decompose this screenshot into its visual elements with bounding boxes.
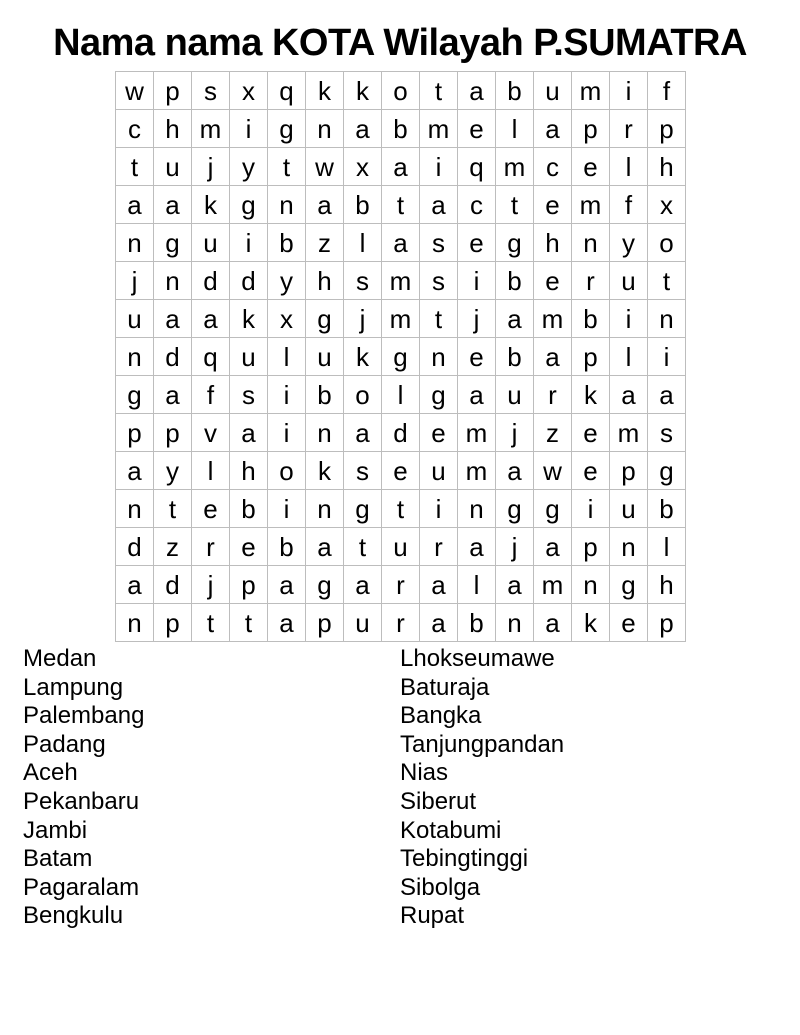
grid-cell-r6c8[interactable]: m — [382, 262, 420, 300]
grid-cell-r14c3[interactable]: j — [192, 566, 230, 604]
grid-cell-r15c15[interactable]: p — [648, 604, 686, 642]
grid-cell-r3c4[interactable]: y — [230, 148, 268, 186]
grid-cell-r1c6[interactable]: k — [306, 72, 344, 110]
grid-cell-r11c10[interactable]: m — [458, 452, 496, 490]
grid-cell-r13c4[interactable]: e — [230, 528, 268, 566]
grid-cell-r8c10[interactable]: e — [458, 338, 496, 376]
grid-cell-r6c14[interactable]: u — [610, 262, 648, 300]
grid-cell-r3c1[interactable]: t — [116, 148, 154, 186]
grid-cell-r11c15[interactable]: g — [648, 452, 686, 490]
grid-cell-r11c12[interactable]: w — [534, 452, 572, 490]
word-list-item: Palembang — [23, 702, 145, 730]
grid-cell-r12c15[interactable]: b — [648, 490, 686, 528]
grid-cell-r7c11[interactable]: a — [496, 300, 534, 338]
word-list — [0, 645, 800, 955]
word-list-item: Aceh — [23, 759, 78, 787]
grid-cell-r3c7[interactable]: x — [344, 148, 382, 186]
grid-cell-r4c4[interactable]: g — [230, 186, 268, 224]
grid-cell-r8c2[interactable]: d — [154, 338, 192, 376]
word-list-item: Tanjungpandan — [400, 730, 565, 758]
grid-cell-r15c13[interactable]: k — [572, 604, 610, 642]
grid-cell-r4c6[interactable]: a — [306, 186, 344, 224]
grid-cell-r6c9[interactable]: s — [420, 262, 458, 300]
grid-cell-r5c8[interactable]: a — [382, 224, 420, 262]
grid-cell-r2c10[interactable]: e — [458, 110, 496, 148]
grid-cell-r6c11[interactable]: b — [496, 262, 534, 300]
word-list-item: Jambi — [23, 816, 88, 844]
word-list-item: Tebingtinggi — [400, 845, 529, 873]
grid-cell-r6c7[interactable]: s — [344, 262, 382, 300]
grid-cell-r11c2[interactable]: y — [154, 452, 192, 490]
grid-cell-r1c8[interactable]: o — [382, 72, 420, 110]
grid-cell-r3c15[interactable]: h — [648, 148, 686, 186]
grid-cell-r8c4[interactable]: u — [230, 338, 268, 376]
grid-cell-r10c13[interactable]: e — [572, 414, 610, 452]
grid-cell-r7c12[interactable]: m — [534, 300, 572, 338]
grid-cell-r12c10[interactable]: n — [458, 490, 496, 528]
grid-cell-r3c8[interactable]: a — [382, 148, 420, 186]
grid-cell-r12c7[interactable]: g — [344, 490, 382, 528]
grid-cell-r2c12[interactable]: a — [534, 110, 572, 148]
grid-cell-r14c4[interactable]: p — [230, 566, 268, 604]
word-list-item: Medan — [23, 645, 97, 672]
word-list-item: Rupat — [400, 902, 465, 930]
grid-cell-r15c10[interactable]: b — [458, 604, 496, 642]
grid-cell-r6c15[interactable]: t — [648, 262, 686, 300]
grid-cell-r9c10[interactable]: a — [458, 376, 496, 414]
grid-cell-r8c9[interactable]: n — [420, 338, 458, 376]
grid-cell-r12c13[interactable]: i — [572, 490, 610, 528]
word-list-item: Pekanbaru — [23, 787, 140, 815]
grid-cell-r3c14[interactable]: l — [610, 148, 648, 186]
grid-cell-r8c12[interactable]: a — [534, 338, 572, 376]
grid-cell-r14c11[interactable]: a — [496, 566, 534, 604]
grid-cell-r10c1[interactable]: p — [116, 414, 154, 452]
grid-cell-r6c6[interactable]: h — [306, 262, 344, 300]
grid-cell-r9c13[interactable]: k — [572, 376, 610, 414]
grid-cell-r14c8[interactable]: r — [382, 566, 420, 604]
grid-cell-r6c2[interactable]: n — [154, 262, 192, 300]
grid-cell-r11c8[interactable]: e — [382, 452, 420, 490]
grid-cell-r10c4[interactable]: a — [230, 414, 268, 452]
grid-cell-r4c8[interactable]: t — [382, 186, 420, 224]
grid-cell-r10c7[interactable]: a — [344, 414, 382, 452]
grid-cell-r9c6[interactable]: b — [306, 376, 344, 414]
word-list-item: Batam — [23, 845, 93, 873]
letter-grid — [115, 71, 686, 642]
grid-cell-r15c7[interactable]: u — [344, 604, 382, 642]
grid-cell-r7c3[interactable]: a — [192, 300, 230, 338]
grid-cell-r12c4[interactable]: b — [230, 490, 268, 528]
word-list-item: Nias — [400, 759, 449, 787]
grid-cell-r6c13[interactable]: r — [572, 262, 610, 300]
grid-cell-r1c4[interactable]: x — [230, 72, 268, 110]
grid-cell-r15c11[interactable]: n — [496, 604, 534, 642]
grid-cell-r13c14[interactable]: n — [610, 528, 648, 566]
grid-cell-r10c15[interactable]: s — [648, 414, 686, 452]
grid-cell-r10c14[interactable]: m — [610, 414, 648, 452]
grid-cell-r9c14[interactable]: a — [610, 376, 648, 414]
grid-cell-r13c1[interactable]: d — [116, 528, 154, 566]
grid-cell-r14c9[interactable]: a — [420, 566, 458, 604]
grid-cell-r1c14[interactable]: i — [610, 72, 648, 110]
grid-cell-r3c13[interactable]: e — [572, 148, 610, 186]
grid-cell-r12c3[interactable]: e — [192, 490, 230, 528]
grid-cell-r6c10[interactable]: i — [458, 262, 496, 300]
grid-cell-r7c15[interactable]: n — [648, 300, 686, 338]
grid-cell-r14c2[interactable]: d — [154, 566, 192, 604]
grid-cell-r1c15[interactable]: f — [648, 72, 686, 110]
grid-cell-r13c13[interactable]: p — [572, 528, 610, 566]
grid-cell-r4c2[interactable]: a — [154, 186, 192, 224]
grid-cell-r14c6[interactable]: g — [306, 566, 344, 604]
grid-cell-r10c11[interactable]: j — [496, 414, 534, 452]
grid-cell-r12c9[interactable]: i — [420, 490, 458, 528]
grid-cell-r8c14[interactable]: l — [610, 338, 648, 376]
grid-cell-r11c7[interactable]: s — [344, 452, 382, 490]
grid-cell-r12c11[interactable]: g — [496, 490, 534, 528]
grid-cell-r3c10[interactable]: q — [458, 148, 496, 186]
grid-cell-r5c3[interactable]: u — [192, 224, 230, 262]
grid-cell-r11c9[interactable]: u — [420, 452, 458, 490]
grid-cell-r7c14[interactable]: i — [610, 300, 648, 338]
grid-cell-r5c4[interactable]: i — [230, 224, 268, 262]
grid-cell-r13c10[interactable]: a — [458, 528, 496, 566]
grid-cell-r2c5[interactable]: g — [268, 110, 306, 148]
grid-cell-r12c1[interactable]: n — [116, 490, 154, 528]
word-list-item: Siberut — [400, 787, 477, 815]
grid-cell-r12c6[interactable]: n — [306, 490, 344, 528]
grid-cell-r9c3[interactable]: f — [192, 376, 230, 414]
grid-cell-r3c6[interactable]: w — [306, 148, 344, 186]
grid-cell-r1c3[interactable]: s — [192, 72, 230, 110]
grid-cell-r6c4[interactable]: d — [230, 262, 268, 300]
grid-cell-r11c14[interactable]: p — [610, 452, 648, 490]
grid-cell-r3c9[interactable]: i — [420, 148, 458, 186]
grid-cell-r13c9[interactable]: r — [420, 528, 458, 566]
grid-cell-r1c5[interactable]: q — [268, 72, 306, 110]
grid-cell-r7c9[interactable]: t — [420, 300, 458, 338]
grid-cell-r14c1[interactable]: a — [116, 566, 154, 604]
grid-cell-r13c2[interactable]: z — [154, 528, 192, 566]
grid-cell-r8c15[interactable]: i — [648, 338, 686, 376]
grid-cell-r15c6[interactable]: p — [306, 604, 344, 642]
puzzle-title: Nama nama KOTA Wilayah P.SUMATRA — [53, 22, 747, 64]
grid-cell-r14c14[interactable]: g — [610, 566, 648, 604]
word-list-item: Lampung — [23, 673, 124, 701]
grid-cell-r13c11[interactable]: j — [496, 528, 534, 566]
grid-cell-r13c6[interactable]: a — [306, 528, 344, 566]
grid-cell-r6c1[interactable]: j — [116, 262, 154, 300]
grid-cell-r2c15[interactable]: p — [648, 110, 686, 148]
grid-cell-r9c5[interactable]: i — [268, 376, 306, 414]
grid-cell-r12c14[interactable]: u — [610, 490, 648, 528]
grid-cell-r13c5[interactable]: b — [268, 528, 306, 566]
grid-cell-r9c8[interactable]: l — [382, 376, 420, 414]
grid-cell-r12c5[interactable]: i — [268, 490, 306, 528]
grid-cell-r2c9[interactable]: m — [420, 110, 458, 148]
grid-cell-r5c15[interactable]: o — [648, 224, 686, 262]
word-list-item: Kotabumi — [400, 816, 502, 844]
grid-cell-r15c1[interactable]: n — [116, 604, 154, 642]
word-list-left-column — [23, 645, 144, 931]
grid-cell-r15c14[interactable]: e — [610, 604, 648, 642]
grid-cell-r2c6[interactable]: n — [306, 110, 344, 148]
grid-cell-r14c13[interactable]: n — [572, 566, 610, 604]
word-list-item: Bangka — [400, 702, 482, 730]
grid-cell-r8c13[interactable]: p — [572, 338, 610, 376]
grid-cell-r5c11[interactable]: g — [496, 224, 534, 262]
grid-cell-r8c3[interactable]: q — [192, 338, 230, 376]
grid-cell-r13c8[interactable]: u — [382, 528, 420, 566]
grid-cell-r11c3[interactable]: l — [192, 452, 230, 490]
grid-cell-r7c13[interactable]: b — [572, 300, 610, 338]
grid-cell-r7c4[interactable]: k — [230, 300, 268, 338]
grid-cell-r12c8[interactable]: t — [382, 490, 420, 528]
grid-cell-r11c6[interactable]: k — [306, 452, 344, 490]
grid-cell-r9c9[interactable]: g — [420, 376, 458, 414]
grid-cell-r4c14[interactable]: f — [610, 186, 648, 224]
grid-cell-r2c13[interactable]: p — [572, 110, 610, 148]
grid-cell-r1c7[interactable]: k — [344, 72, 382, 110]
grid-cell-r6c5[interactable]: y — [268, 262, 306, 300]
grid-cell-r11c5[interactable]: o — [268, 452, 306, 490]
grid-cell-r8c8[interactable]: g — [382, 338, 420, 376]
grid-cell-r2c7[interactable]: a — [344, 110, 382, 148]
grid-cell-r5c5[interactable]: b — [268, 224, 306, 262]
word-list-item: Lhokseumawe — [400, 645, 555, 672]
grid-cell-r7c8[interactable]: m — [382, 300, 420, 338]
grid-cell-r5c1[interactable]: n — [116, 224, 154, 262]
grid-cell-r4c12[interactable]: e — [534, 186, 572, 224]
grid-cell-r15c3[interactable]: t — [192, 604, 230, 642]
grid-cell-r10c3[interactable]: v — [192, 414, 230, 452]
grid-cell-r15c9[interactable]: a — [420, 604, 458, 642]
grid-cell-r9c11[interactable]: u — [496, 376, 534, 414]
grid-cell-r9c12[interactable]: r — [534, 376, 572, 414]
grid-cell-r5c2[interactable]: g — [154, 224, 192, 262]
grid-cell-r15c5[interactable]: a — [268, 604, 306, 642]
grid-cell-r5c7[interactable]: l — [344, 224, 382, 262]
grid-cell-r15c12[interactable]: a — [534, 604, 572, 642]
grid-cell-r1c10[interactable]: a — [458, 72, 496, 110]
grid-cell-r9c4[interactable]: s — [230, 376, 268, 414]
grid-cell-r4c11[interactable]: t — [496, 186, 534, 224]
grid-cell-r10c2[interactable]: p — [154, 414, 192, 452]
grid-cell-r14c15[interactable]: h — [648, 566, 686, 604]
grid-cell-r2c8[interactable]: b — [382, 110, 420, 148]
grid-cell-r5c9[interactable]: s — [420, 224, 458, 262]
grid-cell-r2c11[interactable]: l — [496, 110, 534, 148]
grid-cell-r7c6[interactable]: g — [306, 300, 344, 338]
grid-cell-r10c5[interactable]: i — [268, 414, 306, 452]
grid-cell-r11c4[interactable]: h — [230, 452, 268, 490]
grid-cell-r4c13[interactable]: m — [572, 186, 610, 224]
grid-cell-r9c1[interactable]: g — [116, 376, 154, 414]
grid-cell-r1c11[interactable]: b — [496, 72, 534, 110]
grid-cell-r9c7[interactable]: o — [344, 376, 382, 414]
word-list-item: Sibolga — [400, 873, 481, 901]
grid-cell-r4c10[interactable]: c — [458, 186, 496, 224]
grid-cell-r2c4[interactable]: i — [230, 110, 268, 148]
grid-cell-r3c5[interactable]: t — [268, 148, 306, 186]
grid-cell-r4c1[interactable]: a — [116, 186, 154, 224]
grid-cell-r4c15[interactable]: x — [648, 186, 686, 224]
grid-cell-r5c10[interactable]: e — [458, 224, 496, 262]
grid-cell-r5c12[interactable]: h — [534, 224, 572, 262]
grid-cell-r4c3[interactable]: k — [192, 186, 230, 224]
grid-cell-r15c4[interactable]: t — [230, 604, 268, 642]
grid-cell-r1c13[interactable]: m — [572, 72, 610, 110]
grid-cell-r5c6[interactable]: z — [306, 224, 344, 262]
grid-cell-r3c12[interactable]: c — [534, 148, 572, 186]
grid-cell-r7c1[interactable]: u — [116, 300, 154, 338]
grid-cell-r2c1[interactable]: c — [116, 110, 154, 148]
grid-cell-r6c3[interactable]: d — [192, 262, 230, 300]
grid-cell-r6c12[interactable]: e — [534, 262, 572, 300]
grid-cell-r8c11[interactable]: b — [496, 338, 534, 376]
grid-cell-r1c9[interactable]: t — [420, 72, 458, 110]
grid-cell-r14c7[interactable]: a — [344, 566, 382, 604]
grid-cell-r10c12[interactable]: z — [534, 414, 572, 452]
word-list-item: Pagaralam — [23, 873, 140, 901]
grid-cell-r9c2[interactable]: a — [154, 376, 192, 414]
grid-cell-r8c5[interactable]: l — [268, 338, 306, 376]
word-list-right-column — [400, 645, 564, 931]
grid-cell-r13c3[interactable]: r — [192, 528, 230, 566]
grid-cell-r15c2[interactable]: p — [154, 604, 192, 642]
grid-cell-r10c9[interactable]: e — [420, 414, 458, 452]
grid-cell-r14c5[interactable]: a — [268, 566, 306, 604]
grid-cell-r1c2[interactable]: p — [154, 72, 192, 110]
grid-cell-r8c7[interactable]: k — [344, 338, 382, 376]
grid-cell-r3c2[interactable]: u — [154, 148, 192, 186]
grid-cell-r3c3[interactable]: j — [192, 148, 230, 186]
grid-cell-r10c8[interactable]: d — [382, 414, 420, 452]
word-list-item: Baturaja — [400, 673, 490, 701]
grid-cell-r14c12[interactable]: m — [534, 566, 572, 604]
grid-cell-r11c1[interactable]: a — [116, 452, 154, 490]
grid-cell-r8c1[interactable]: n — [116, 338, 154, 376]
grid-cell-r1c1[interactable]: w — [116, 72, 154, 110]
grid-cell-r7c5[interactable]: x — [268, 300, 306, 338]
grid-cell-r13c7[interactable]: t — [344, 528, 382, 566]
grid-cell-r12c2[interactable]: t — [154, 490, 192, 528]
grid-cell-r4c7[interactable]: b — [344, 186, 382, 224]
grid-cell-r14c10[interactable]: l — [458, 566, 496, 604]
grid-cell-r13c15[interactable]: l — [648, 528, 686, 566]
grid-cell-r10c10[interactable]: m — [458, 414, 496, 452]
grid-cell-r11c13[interactable]: e — [572, 452, 610, 490]
grid-cell-r4c5[interactable]: n — [268, 186, 306, 224]
grid-cell-r2c2[interactable]: h — [154, 110, 192, 148]
grid-cell-r4c9[interactable]: a — [420, 186, 458, 224]
grid-cell-r11c11[interactable]: a — [496, 452, 534, 490]
grid-cell-r5c14[interactable]: y — [610, 224, 648, 262]
word-list-item: Padang — [23, 730, 106, 758]
grid-cell-r2c14[interactable]: r — [610, 110, 648, 148]
grid-cell-r3c11[interactable]: m — [496, 148, 534, 186]
grid-cell-r8c6[interactable]: u — [306, 338, 344, 376]
grid-cell-r2c3[interactable]: m — [192, 110, 230, 148]
grid-cell-r5c13[interactable]: n — [572, 224, 610, 262]
grid-cell-r1c12[interactable]: u — [534, 72, 572, 110]
grid-cell-r7c7[interactable]: j — [344, 300, 382, 338]
grid-cell-r9c15[interactable]: a — [648, 376, 686, 414]
grid-cell-r7c10[interactable]: j — [458, 300, 496, 338]
grid-cell-r7c2[interactable]: a — [154, 300, 192, 338]
grid-cell-r10c6[interactable]: n — [306, 414, 344, 452]
grid-cell-r12c12[interactable]: g — [534, 490, 572, 528]
grid-cell-r15c8[interactable]: r — [382, 604, 420, 642]
grid-cell-r13c12[interactable]: a — [534, 528, 572, 566]
word-list-item: Bengkulu — [23, 902, 124, 930]
